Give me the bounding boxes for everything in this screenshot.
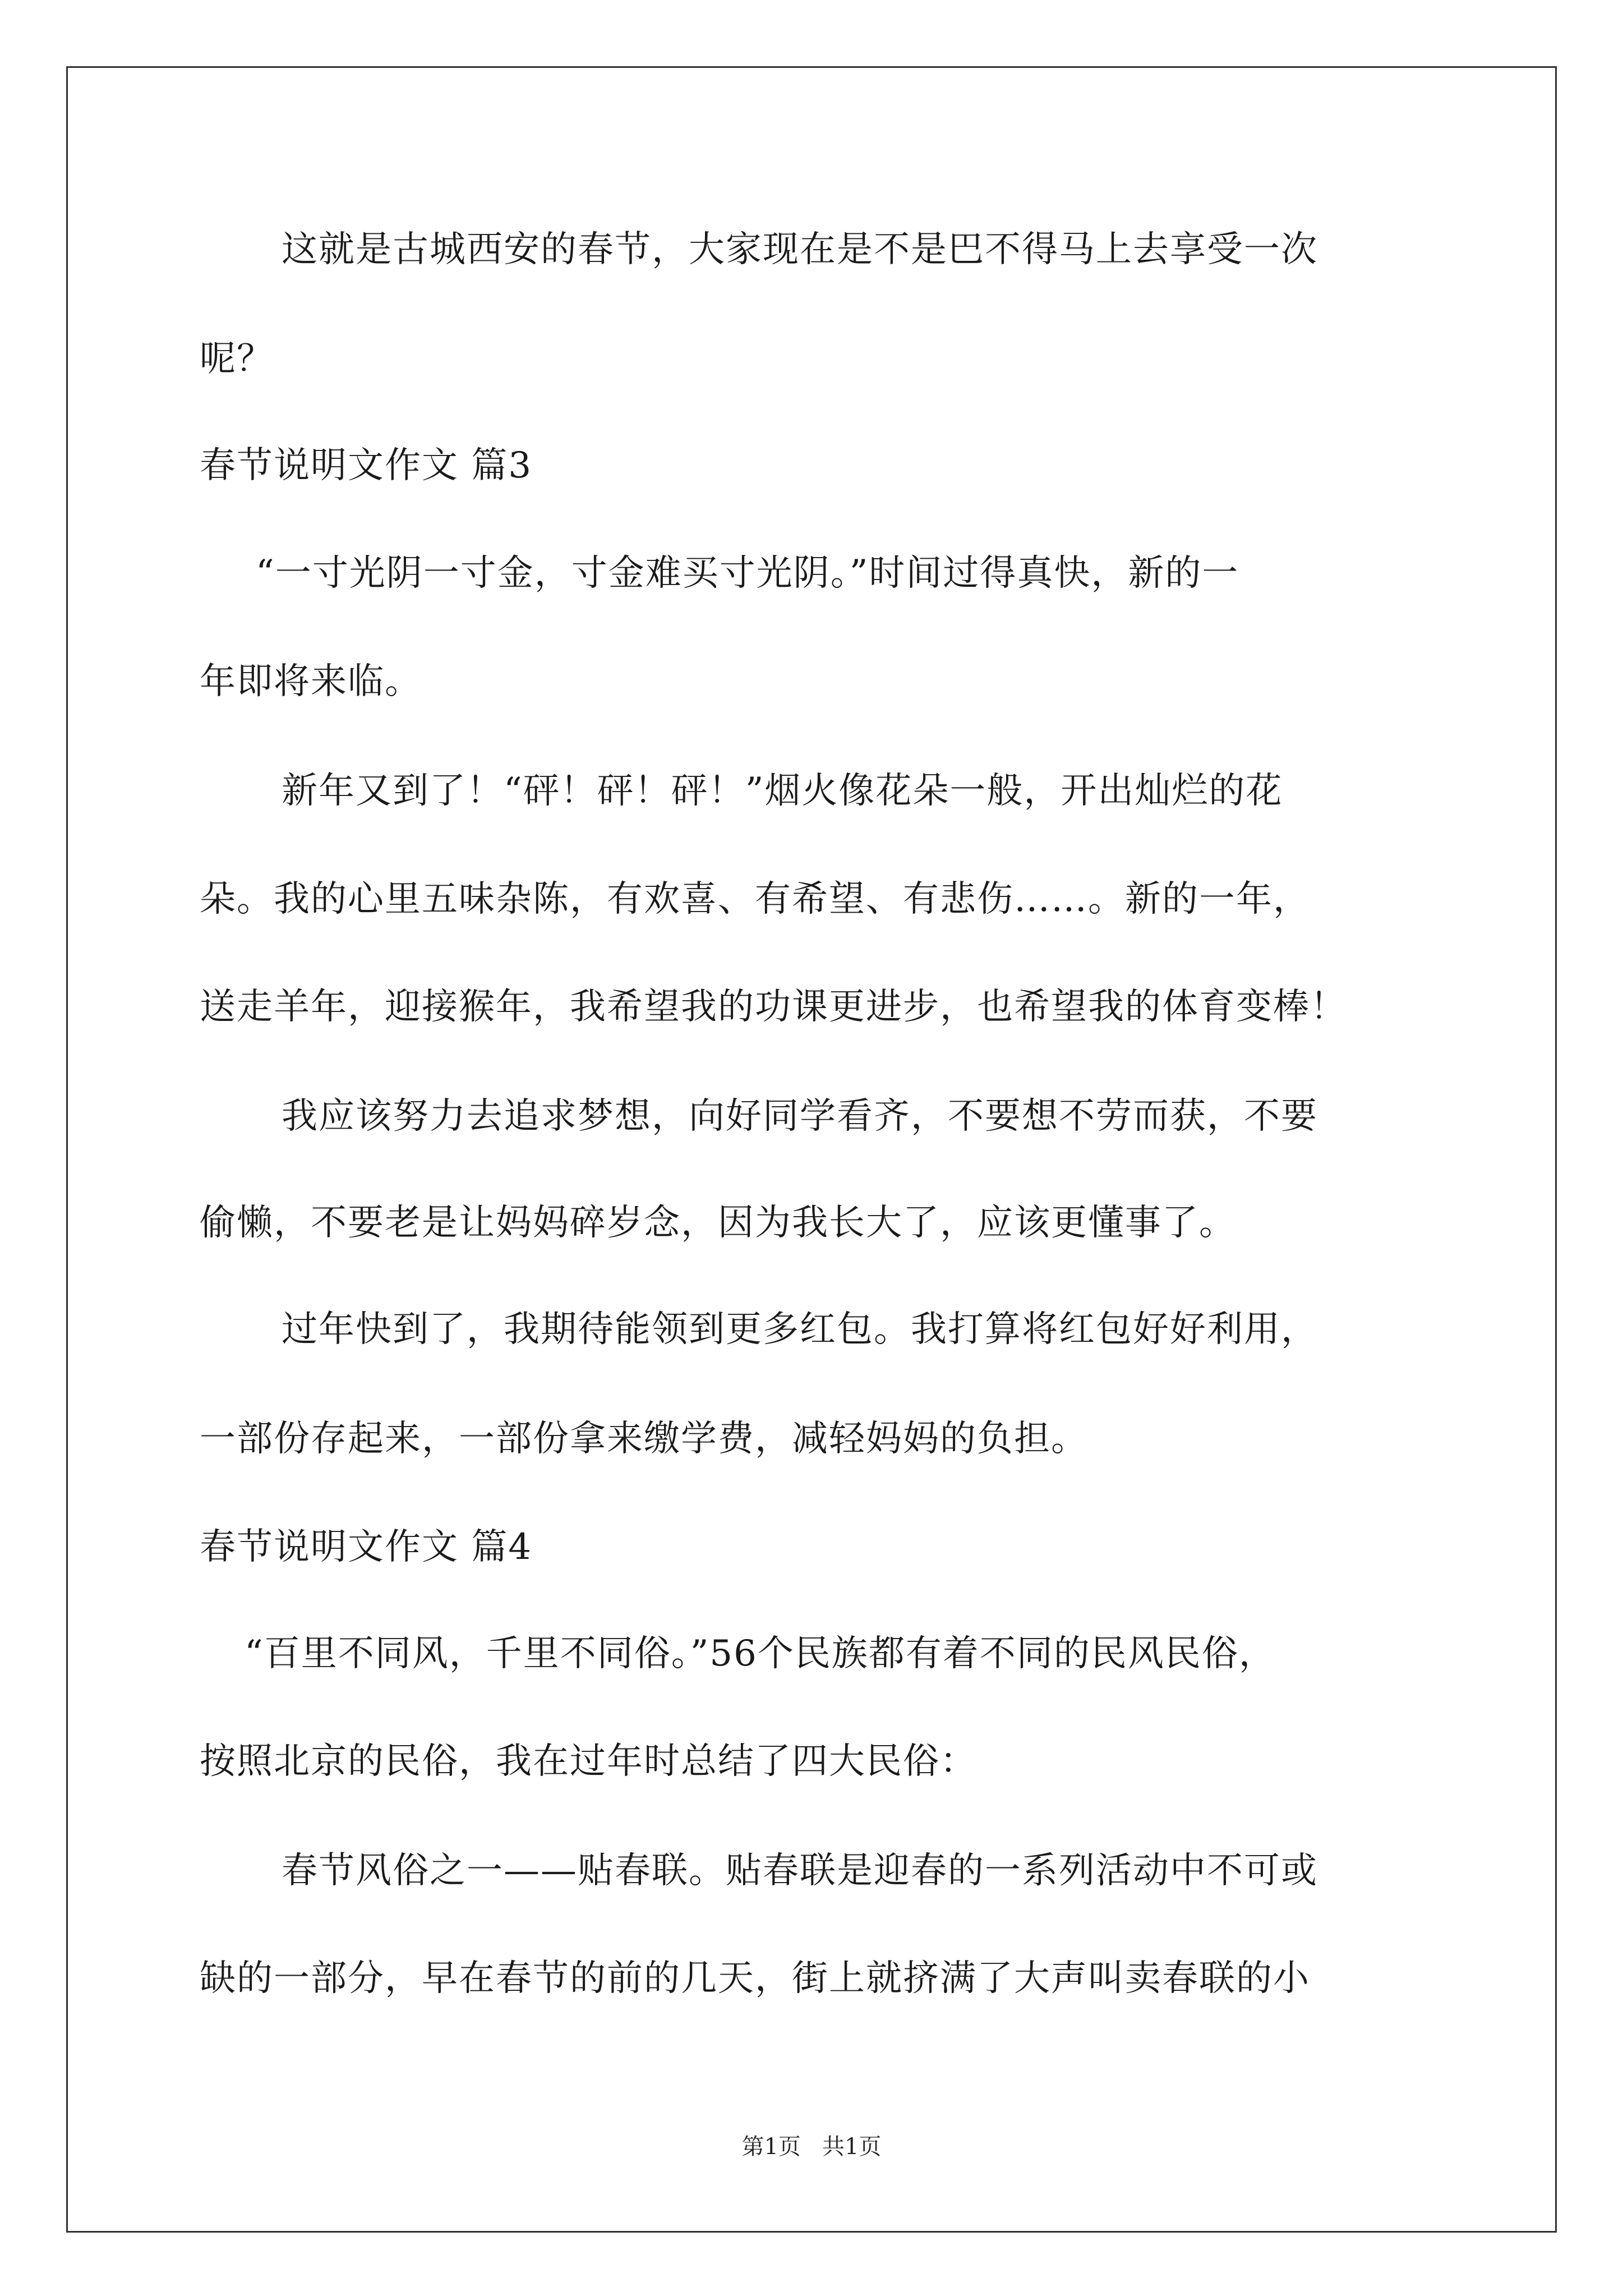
paragraph-line: 偷懒，不要老是让妈妈碎岁念，因为我长大了，应该更懂事了。 (200, 1202, 1236, 1244)
paragraph-line: “一寸光阴一寸金，寸金难买寸光阴。”时间过得真快，新的一 (256, 553, 1239, 594)
paragraph-line: 年即将来临。 (200, 661, 422, 702)
section-heading: 春节说明文作文 篇4 (200, 1526, 533, 1568)
paragraph-line: 送走羊年，迎接猴年，我希望我的功课更进步，也希望我的体育变棒！ (200, 986, 1347, 1028)
paragraph-line: 按照北京的民俗，我在过年时总结了四大民俗： (200, 1741, 977, 1782)
paragraph-line: 过年快到了，我期待能领到更多红包。我打算将红包好好利用， (282, 1309, 1318, 1350)
section-heading: 春节说明文作文 篇3 (200, 445, 533, 486)
paragraph-line: 朵。我的心里五味杂陈，有欢喜、有希望、有悲伤……。新的一年， (200, 878, 1310, 920)
paragraph-line: 这就是古城西安的春节，大家现在是不是巴不得马上去享受一次 (282, 229, 1318, 270)
page-border (66, 66, 1557, 2233)
paragraph-line: 春节风俗之一——贴春联。贴春联是迎春的一系列活动中不可或 (282, 1850, 1318, 1892)
paragraph-line: 新年又到了！“砰！砰！砰！”烟火像花朵一般，开出灿烂的花 (282, 770, 1283, 812)
paragraph-line: 呢？ (200, 338, 274, 380)
paragraph-line: 我应该努力去追求梦想，向好同学看齐，不要想不劳而获，不要 (282, 1096, 1318, 1137)
paragraph-line: 一部份存起来，一部份拿来缴学费，减轻妈妈的负担。 (200, 1418, 1088, 1460)
page-number-footer: 第1页 共1页 (741, 2134, 882, 2160)
paragraph-line: “百里不同风，千里不同俗。”56个民族都有着不同的民风民俗， (245, 1633, 1276, 1674)
paragraph-line: 缺的一部分，早在春节的前的几天，街上就挤满了大声叫卖春联的小 (200, 1958, 1310, 1999)
